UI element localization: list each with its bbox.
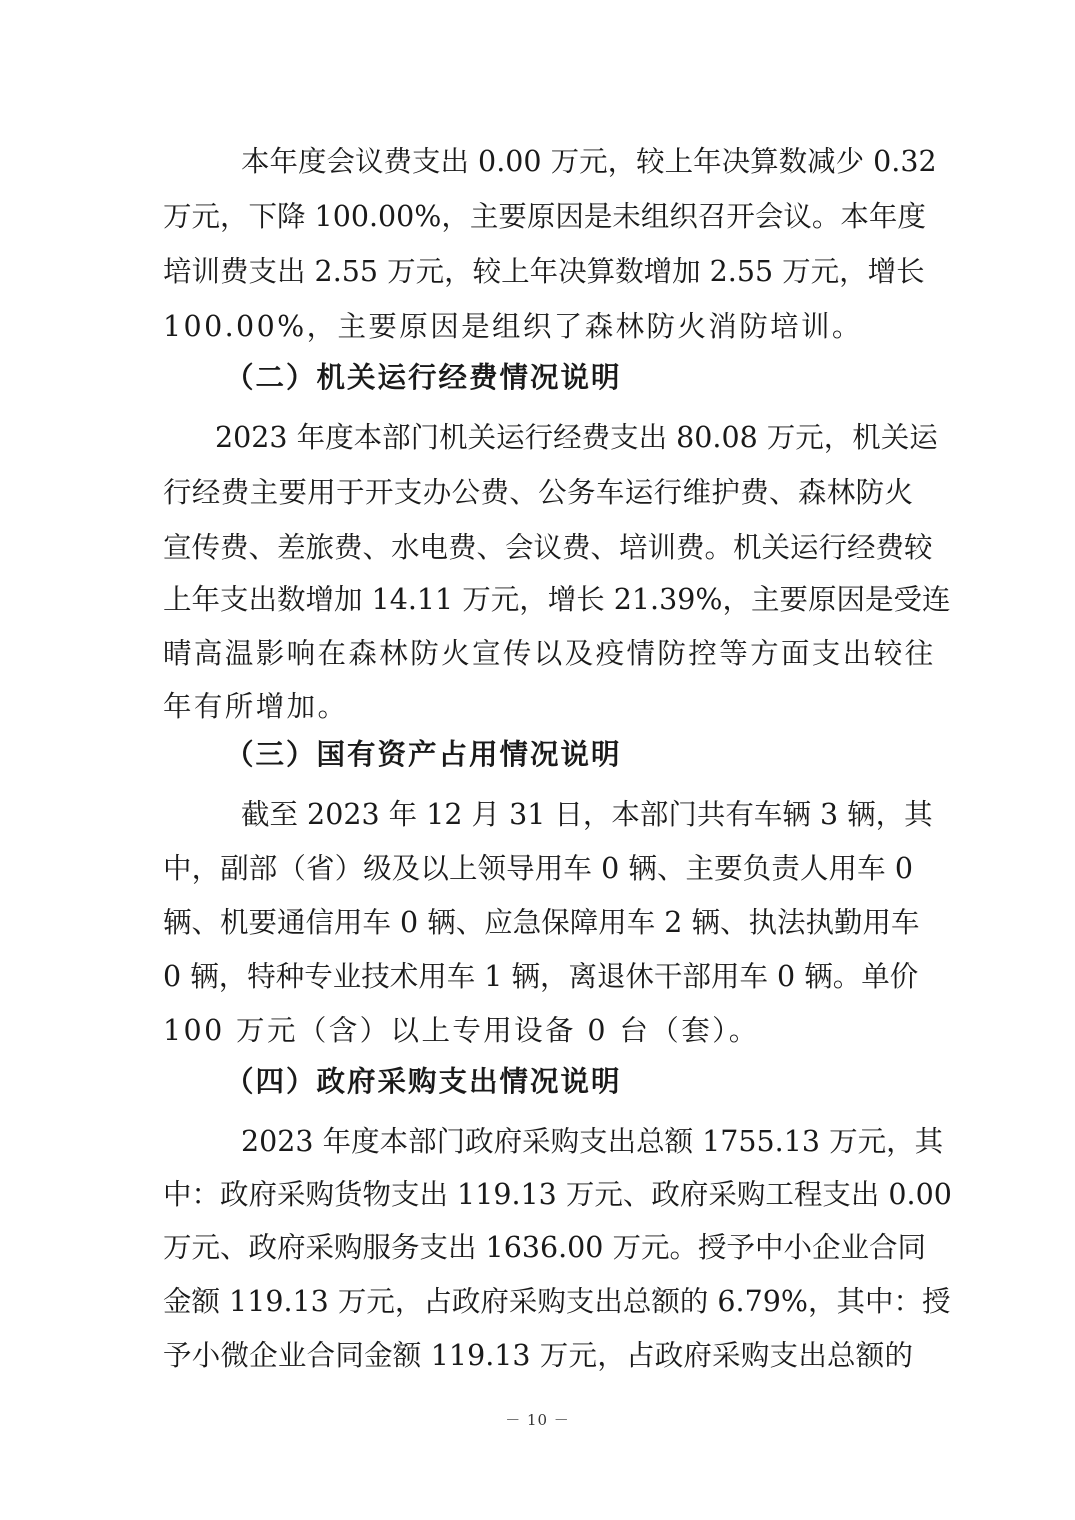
section-heading-operating-funds: （二）机关运行经费情况说明: [225, 360, 622, 394]
text-line: 2023 年度本部门政府采购支出总额 1755.13 万元，其: [241, 1125, 944, 1158]
text-line: 100 万元（含）以上专用设备 0 台（套）。: [163, 1014, 760, 1047]
page-number: － 10 －: [505, 1411, 570, 1429]
text-line: 100.00%，主要原因是组织了森林防火消防培训。: [163, 310, 863, 343]
text-line: 晴高温影响在森林防火宣传以及疫情防控等方面支出较往: [163, 637, 936, 670]
section-heading-assets: （三）国有资产占用情况说明: [225, 737, 622, 771]
text-line: 万元，下降 100.00%，主要原因是未组织召开会议。本年度: [163, 200, 926, 233]
text-line: 0 辆，特种专业技术用车 1 辆，离退休干部用车 0 辆。单价: [163, 960, 919, 993]
text-line: 培训费支出 2.55 万元，较上年决算数增加 2.55 万元，增长: [163, 255, 925, 288]
text-line: 截至 2023 年 12 月 31 日，本部门共有车辆 3 辆，其: [241, 798, 933, 831]
text-line: 行经费主要用于开支办公费、公务车运行维护费、森林防火: [163, 476, 913, 509]
text-line: 金额 119.13 万元，占政府采购支出总额的 6.79%，其中：授: [163, 1285, 951, 1318]
text-line: 年有所增加。: [163, 690, 349, 723]
text-line: 中，副部（省）级及以上领导用车 0 辆、主要负责人用车 0: [163, 852, 913, 885]
text-line: 万元、政府采购服务支出 1636.00 万元。授予中小企业合同: [163, 1231, 926, 1264]
section-heading-procurement: （四）政府采购支出情况说明: [225, 1064, 622, 1098]
text-line: 中：政府采购货物支出 119.13 万元、政府采购工程支出 0.00: [163, 1178, 952, 1211]
text-line: 上年支出数增加 14.11 万元，增长 21.39%，主要原因是受连: [163, 583, 951, 616]
text-line: 宣传费、差旅费、水电费、会议费、培训费。机关运行经费较: [163, 531, 933, 564]
text-line: 2023 年度本部门机关运行经费支出 80.08 万元，机关运: [215, 421, 938, 454]
text-line: 辆、机要通信用车 0 辆、应急保障用车 2 辆、执法执勤用车: [163, 906, 920, 939]
text-line: 予小微企业合同金额 119.13 万元，占政府采购支出总额的: [163, 1339, 913, 1372]
text-line: 本年度会议费支出 0.00 万元，较上年决算数减少 0.32: [241, 145, 937, 178]
